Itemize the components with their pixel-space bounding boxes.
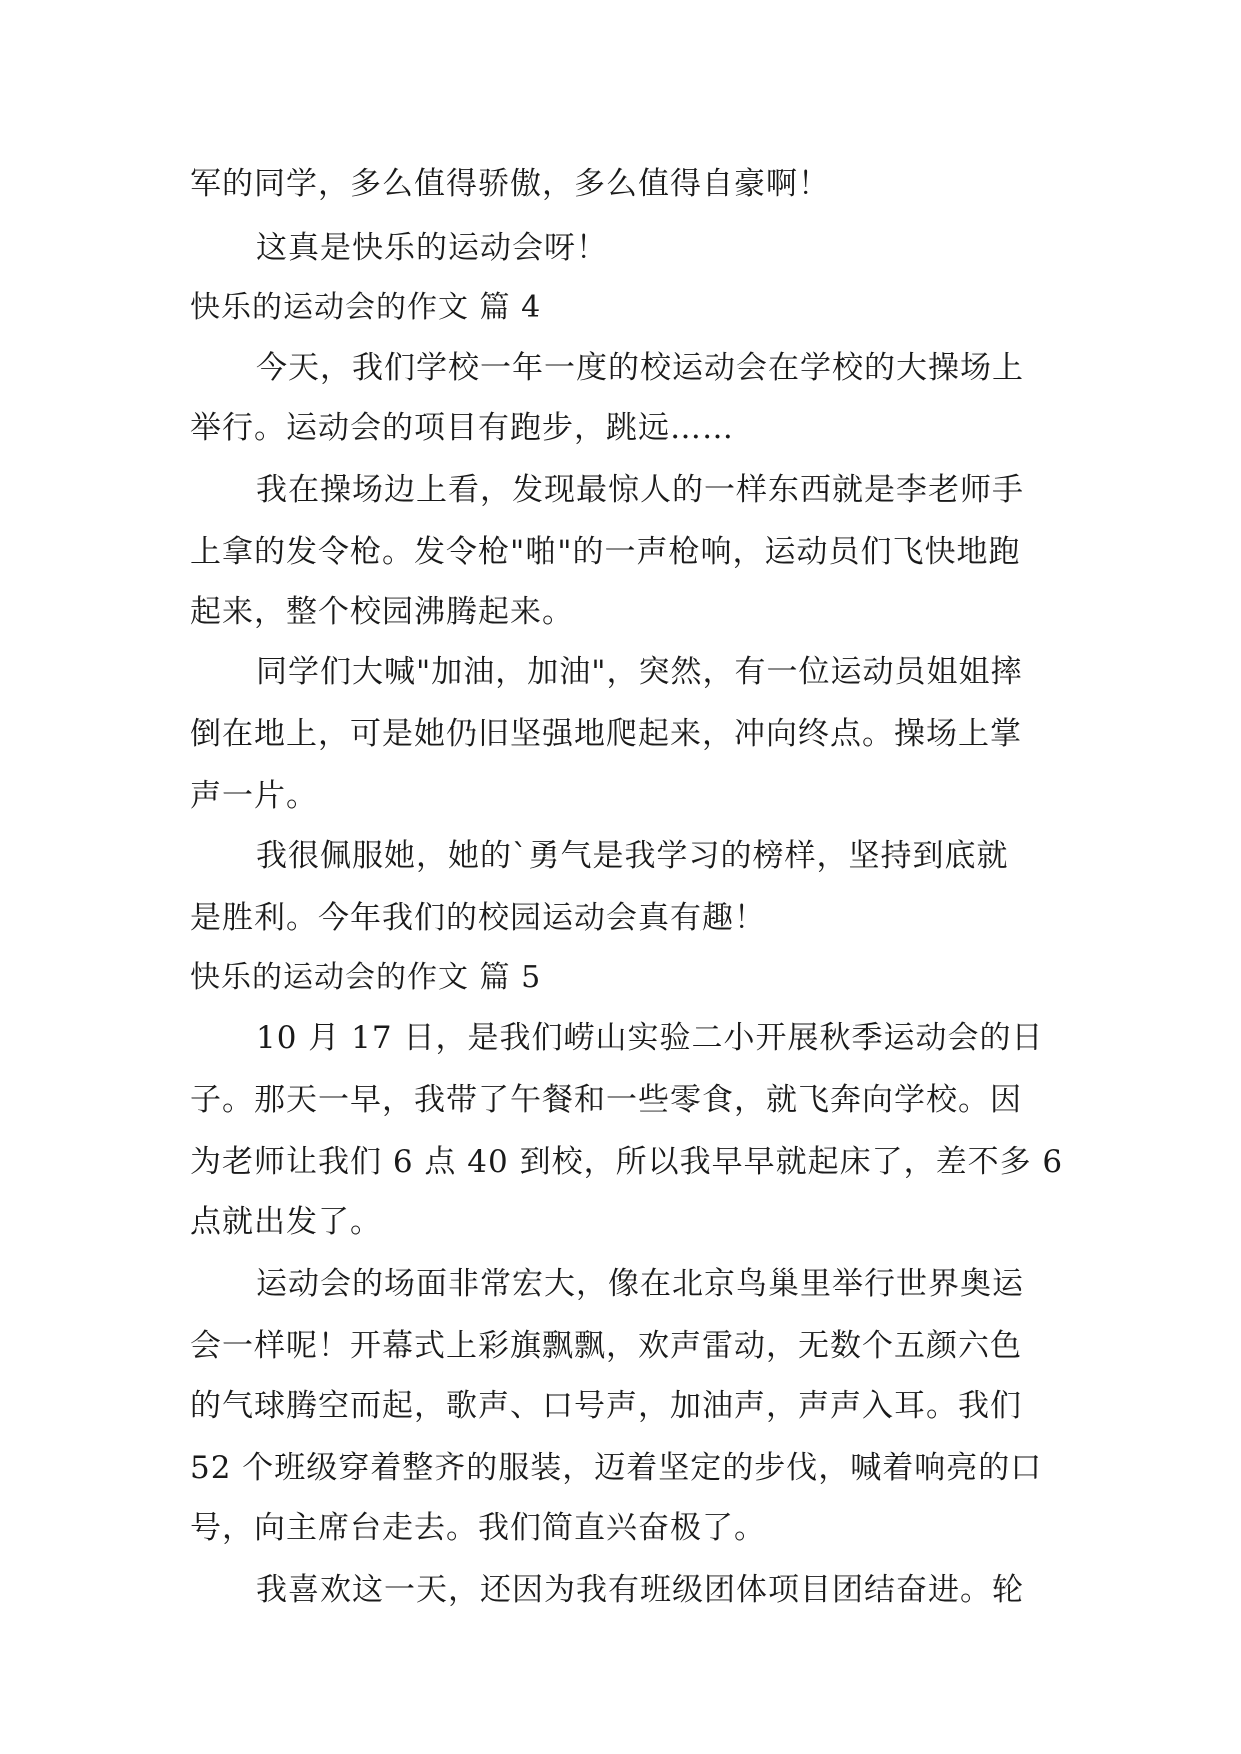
paragraph-line: 倒在地上，可是她仍旧坚强地爬起来，冲向终点。操场上掌	[190, 716, 1022, 752]
paragraph-line: 的气球腾空而起，歌声、口号声，加油声，声声入耳。我们	[190, 1388, 1022, 1424]
paragraph-line: 子。那天一早，我带了午餐和一些零食，就飞奔向学校。因	[190, 1082, 1022, 1118]
paragraph-line: 为老师让我们 6 点 40 到校，所以我早早就起床了，差不多 6	[190, 1144, 1064, 1180]
paragraph-line: 52 个班级穿着整齐的服装，迈着坚定的步伐，喊着响亮的口	[190, 1450, 1043, 1486]
paragraph-line: 我喜欢这一天，还因为我有班级团体项目团结奋进。轮	[256, 1572, 1024, 1608]
paragraph-line: 我很佩服她，她的`勇气是我学习的榜样，坚持到底就	[256, 838, 1009, 874]
paragraph-line: 10 月 17 日，是我们崂山实验二小开展秋季运动会的日	[256, 1020, 1044, 1056]
paragraph-line: 声一片。	[190, 778, 318, 814]
paragraph-line: 会一样呢！开幕式上彩旗飘飘，欢声雷动，无数个五颜六色	[190, 1328, 1022, 1364]
paragraph-line: 起来，整个校园沸腾起来。	[190, 594, 574, 630]
paragraph-line: 点就出发了。	[190, 1204, 382, 1240]
paragraph-line: 上拿的发令枪。发令枪"啪"的一声枪响，运动员们飞快地跑	[190, 534, 1021, 570]
paragraph-line: 今天，我们学校一年一度的校运动会在学校的大操场上	[256, 350, 1024, 386]
section-heading: 快乐的运动会的作文 篇 5	[190, 960, 542, 995]
paragraph-line: 同学们大喊"加油，加油"，突然，有一位运动员姐姐摔	[256, 654, 1023, 690]
paragraph-line: 这真是快乐的运动会呀！	[256, 230, 608, 266]
paragraph-line: 我在操场边上看，发现最惊人的一样东西就是李老师手	[256, 472, 1024, 508]
paragraph-line: 军的同学，多么值得骄傲，多么值得自豪啊！	[190, 166, 830, 202]
section-heading: 快乐的运动会的作文 篇 4	[190, 290, 542, 325]
paragraph-line: 举行。运动会的项目有跑步，跳远……	[190, 410, 734, 446]
paragraph-line: 号，向主席台走去。我们简直兴奋极了。	[190, 1510, 766, 1546]
paragraph-line: 运动会的场面非常宏大，像在北京鸟巢里举行世界奥运	[256, 1266, 1024, 1302]
paragraph-line: 是胜利。今年我们的校园运动会真有趣！	[190, 900, 766, 936]
